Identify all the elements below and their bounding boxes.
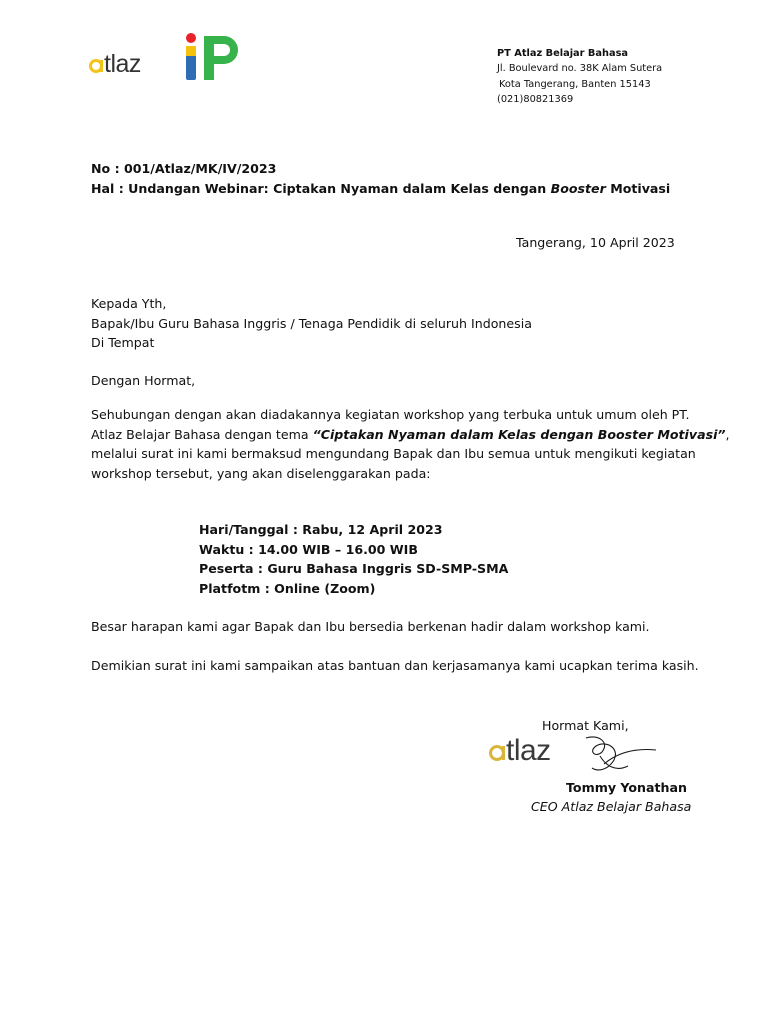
event-time: Waktu : 14.00 WIB – 16.00 WIB [199,541,418,557]
letter-number: No : 001/Atlaz/MK/IV/2023 [91,161,277,176]
company-name: PT Atlaz Belajar Bahasa [497,48,629,59]
event-platform: Platfotm : Online (Zoom) [199,580,376,596]
svg-text:tlaz: tlaz [506,734,551,767]
letter-subject: Hal : Undangan Webinar: Ciptakan Nyaman dalam Kelas dengan Booster Motivasi [91,180,671,196]
recipient-block [91,294,532,353]
greeting: Dengan Hormat, [91,373,196,388]
body-paragraph [91,405,730,483]
company-address-line2: Kota Tangerang, Banten 15143 [499,78,651,90]
signer-title: CEO Atlaz Belajar Bahasa [531,799,692,814]
event-date: Hari/Tanggal : Rabu, 12 April 2023 [199,522,443,537]
letter-date: Tangerang, 10 April 2023 [516,235,675,250]
body-line4: workshop tersebut, yang akan diselenggarakan pada: [91,465,431,481]
signature-stamp [488,712,666,782]
body-line2: Atlaz Belajar Bahasa dengan tema “Ciptakan Nyaman dalam Kelas dengan Booster Motivasi”, [91,426,730,442]
closing-line2: Demikian surat ini kami sampaikan atas bantuan dan kerjasamanya kami ucapkan terima kasih. [91,658,699,673]
svg-text:tlaz: tlaz [104,50,141,78]
regards-text: Hormat Kami, [542,718,629,733]
reference-block [91,159,670,198]
event-details [199,520,508,598]
body-line1: Sehubungan dengan akan diadakannya kegiatan workshop yang terbuka untuk umum oleh PT. [91,407,690,422]
recipient-line1: Kepada Yth, [91,296,167,311]
body-line3: melalui surat ini kami bermaksud mengundang Bapak dan Ibu semua untuk mengikuti kegiatan [91,446,696,461]
company-phone: (021)80821369 [497,93,574,105]
recipient-line3: Di Tempat [91,335,155,350]
signer-name: Tommy Yonathan [566,780,687,795]
event-participants: Peserta : Guru Bahasa Inggris SD-SMP-SMA [199,561,509,576]
recipient-line2: Bapak/Ibu Guru Bahasa Inggris / Tenaga Pendidik di seluruh Indonesia [91,315,532,331]
company-info [497,46,662,107]
company-address-line1: Jl. Boulevard no. 38K Alam Sutera [497,63,663,75]
closing-line1: Besar harapan kami agar Bapak dan Ibu bersedia berkenan hadir dalam workshop kami. [91,619,650,634]
ip-logo [180,32,244,84]
atlaz-logo [89,44,169,78]
